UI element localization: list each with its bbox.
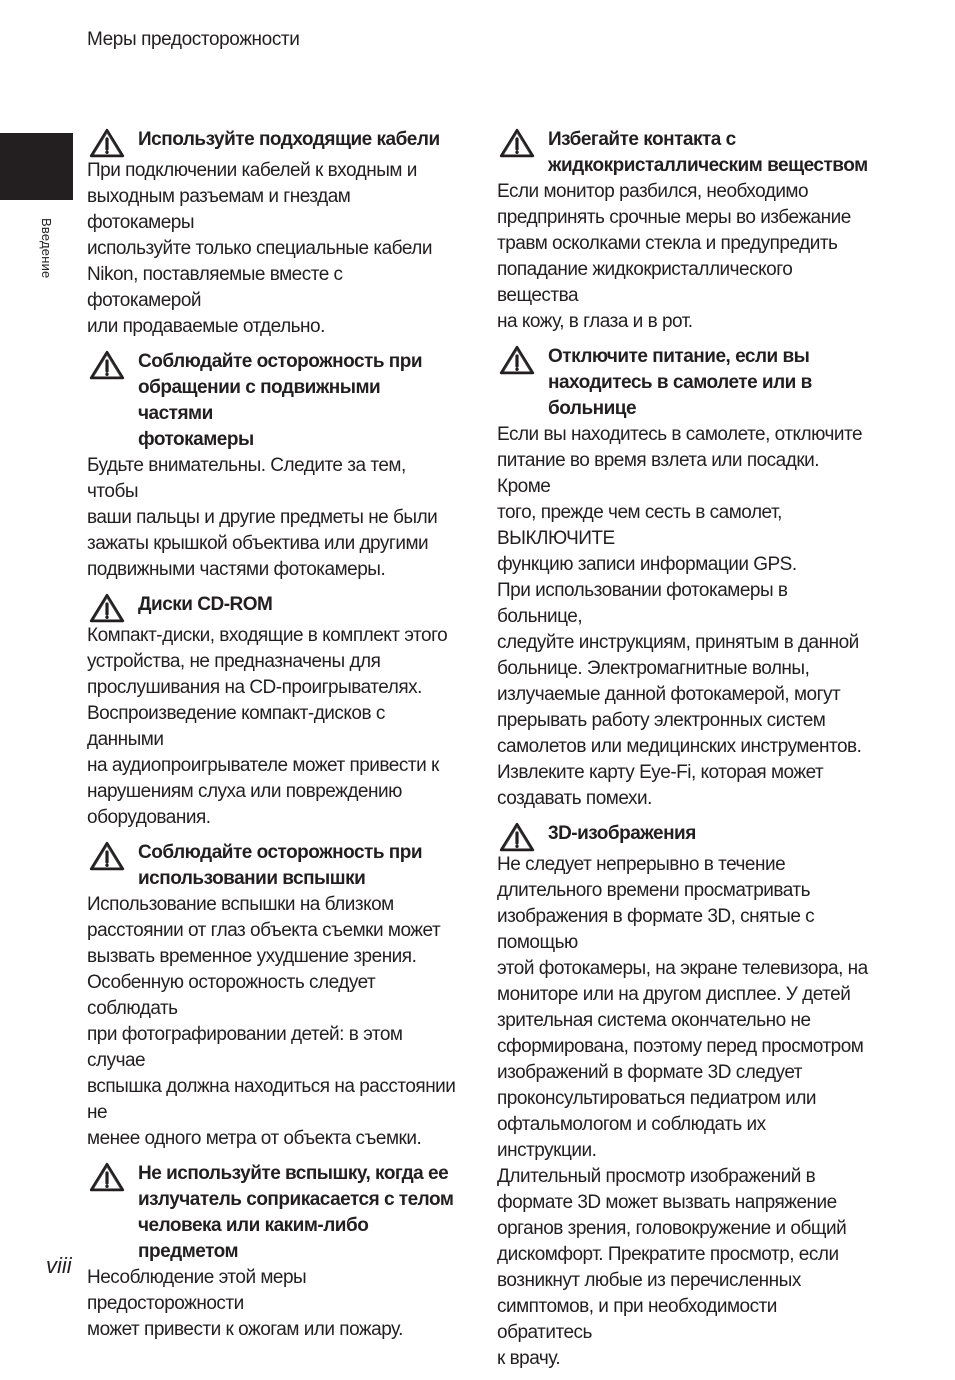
- chapter-tab-label: Введение: [39, 218, 54, 279]
- left-column: [87, 126, 459, 1351]
- section-heading: [87, 348, 459, 453]
- section-body: Использование вспышки на близком расстоянии от глаз объекта съемки может вызвать временное ухудшение зрения. Особенную осторожность следует соблюдать при фотографировании детей: в этом случае вспышка должна находиться на расстоянии не менее одного метра от объекта съемки.: [87, 894, 456, 1149]
- section-cd-rom: [87, 591, 459, 831]
- warning-triangle-icon: [89, 841, 125, 871]
- section-heading-text: Избегайте контакта с жидкокристаллическим веществом: [548, 129, 868, 176]
- section-body: Если вы находитесь в самолете, отключите питание во время взлета или посадки. Кроме того, прежде чем сесть в самолет, ВЫКЛЮЧИТЕ функцию записи информации GPS. При использовании фотокамеры в больнице, следуйте инструкциям, принятым в данной больнице. Электромагнитные волны, излучаемые данной фотокамерой, могут прерывать работу электронных систем самолетов или медицинских инструментов. Извлеките карту Eye-Fi, которая может создавать помехи.: [497, 424, 863, 809]
- running-title: Меры предосторожности: [87, 29, 300, 50]
- warning-triangle-icon: [499, 128, 535, 158]
- warning-triangle-icon: [89, 350, 125, 380]
- section-heading-text: Диски CD-ROM: [138, 594, 273, 615]
- section-3d-images: [497, 820, 869, 1372]
- section-heading-text: Соблюдайте осторожность при использовании вспышки: [138, 842, 423, 889]
- section-flash-caution: [87, 839, 459, 1152]
- section-heading-text: Не используйте вспышку, когда ее излучатель соприкасается с телом человека или каким-либо предметом: [138, 1163, 454, 1262]
- section-moving-parts: [87, 348, 459, 583]
- section-heading-text: Используйте подходящие кабели: [138, 129, 440, 150]
- warning-triangle-icon: [499, 822, 535, 852]
- chapter-tab-marker: [0, 133, 73, 200]
- section-heading: [87, 839, 459, 892]
- section-heading-text: 3D-изображения: [548, 823, 696, 844]
- right-column: [497, 126, 869, 1380]
- section-flash-contact: [87, 1160, 459, 1343]
- section-body: Несоблюдение этой меры предосторожности может привести к ожогам или пожару.: [87, 1267, 403, 1340]
- section-body: Если монитор разбился, необходимо предпринять срочные меры во избежание травм осколками стекла и предупредить попадание жидкокристаллического вещества на кожу, в глаза и в рот.: [497, 181, 851, 332]
- section-heading: [497, 343, 869, 422]
- section-heading: [87, 126, 459, 158]
- section-airplane-hospital: [497, 343, 869, 812]
- section-body: Будьте внимательны. Следите за тем, чтобы ваши пальцы и другие предметы не были зажаты крышкой объектива или другими подвижными частями фотокамеры.: [87, 455, 438, 580]
- section-body: Не следует непрерывно в течение длительного времени просматривать изображения в формате 3D, снятые с помощью этой фотокамеры, на экране телевизора, на мониторе или на другом дисплее. У детей зрительная система окончательно не сформирована, поэтому перед просмотром изображений в формате 3D следует проконсультироваться педиатром или офтальмологом и соблюдать их инструкции. Длительный просмотр изображений в формате 3D может вызвать напряжение органов зрения, головокружение и общий дискомфорт. Прекратите просмотр, если возникнут любые из перечисленных симптомов, и при необходимости обратитесь к врачу.: [497, 854, 868, 1369]
- section-cables: [87, 126, 459, 340]
- section-heading: [87, 591, 459, 623]
- section-body: Компакт-диски, входящие в комплект этого устройства, не предназначены для прослушивания на CD-проигрывателях. Воспроизведение компакт-дисков с данными на аудиопроигрывателе может привести к нарушениям слуха или повреждению оборудования.: [87, 625, 448, 828]
- section-liquid-crystal: [497, 126, 869, 335]
- warning-triangle-icon: [499, 345, 535, 375]
- warning-triangle-icon: [89, 128, 125, 158]
- section-body: При подключении кабелей к входным и выходным разъемам и гнездам фотокамеры используйте только специальные кабели Nikon, поставляемые вместе с фотокамерой или продаваемые отдельно.: [87, 160, 432, 337]
- page-number: viii: [46, 1253, 72, 1278]
- section-heading-text: Соблюдайте осторожность при обращении с подвижными частями фотокамеры: [138, 351, 423, 450]
- section-heading: [497, 820, 869, 852]
- warning-triangle-icon: [89, 1162, 125, 1192]
- section-heading: [87, 1160, 459, 1265]
- warning-triangle-icon: [89, 593, 125, 623]
- section-heading-text: Отключите питание, если вы находитесь в самолете или в больнице: [548, 346, 812, 419]
- section-heading: [497, 126, 869, 179]
